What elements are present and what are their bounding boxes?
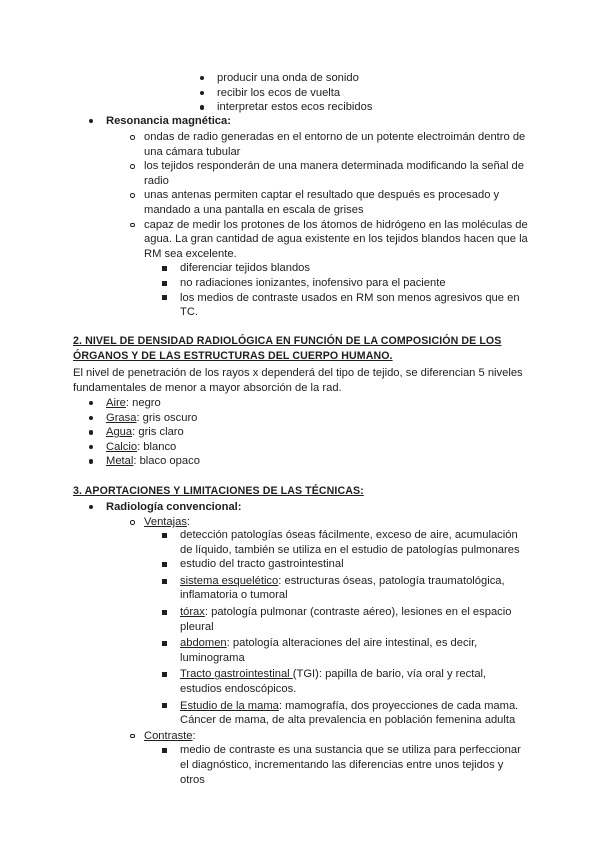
- density-level-term: Metal: [106, 455, 134, 468]
- bullet-square: [162, 533, 167, 538]
- bullet-dot: [89, 459, 93, 463]
- list-item-term: abdomen: [180, 637, 227, 650]
- list-item: [180, 605, 511, 620]
- list-item: medio de contraste es una sustancia que se utiliza para perfeccionar: [180, 744, 521, 757]
- bullet-square: [162, 281, 167, 286]
- list-item-text: estudio del tracto gastrointestinal: [180, 558, 344, 571]
- list-item: los medios de contraste usados en RM son menos agresivos que en: [180, 291, 520, 304]
- bullet-dot: [200, 105, 204, 109]
- list-item-term: tórax: [180, 606, 205, 618]
- bullet-square: [162, 748, 167, 753]
- list-item: otros: [180, 773, 205, 786]
- list-item-term: sistema esquelético: [180, 574, 279, 587]
- section-2-intro: fundamentales de menor a mayor absorción de la rad.: [73, 381, 342, 394]
- list-item-text: : mamografía, dos proyecciones de cada mama.: [278, 699, 519, 712]
- contraste-colon: :: [192, 729, 196, 742]
- list-item-text: Cáncer de mama, de alta prevalencia en población femenina adulta: [180, 714, 516, 727]
- density-level-desc: : gris claro: [132, 426, 184, 439]
- section-2-intro: El nivel de penetración de los rayos x dependerá del tipo de tejido, se diferencian 5 niveles: [73, 367, 523, 379]
- bullet-square: [162, 672, 167, 677]
- list-item-text: (TGI): papilla de bario, vía oral y rectal,: [292, 668, 487, 681]
- bullet-dot: [89, 505, 93, 509]
- list-item-text: detección patologías óseas fácilmente, exceso de aire, acumulación: [180, 529, 518, 541]
- list-item: radio: [144, 174, 169, 187]
- bullet-dot: [89, 430, 93, 434]
- bullet-circle: [130, 734, 135, 739]
- section-2-title: 2. NIVEL DE DENSIDAD RADIOLÓGICA EN FUNCIÓN DE LA COMPOSICIÓN DE LOS: [73, 335, 502, 347]
- density-level-desc: : gris oscuro: [136, 411, 198, 424]
- section-2-title: ÓRGANOS Y DE LAS ESTRUCTURAS DEL CUERPO HUMANO.: [73, 349, 393, 362]
- list-item-text: : estructuras óseas, patología traumatológica,: [278, 574, 505, 587]
- list-item: [180, 682, 296, 697]
- list-item-term: Tracto gastrointestinal: [180, 668, 293, 681]
- bullet-circle: [130, 193, 135, 198]
- list-item: una cámara tubular: [144, 145, 241, 158]
- bullet-dot: [89, 401, 93, 405]
- density-level-item: [106, 454, 200, 469]
- list-item: [180, 636, 477, 651]
- density-level-item: [106, 425, 184, 440]
- density-level-desc: : blanco: [137, 440, 177, 453]
- density-level-term: Calcio: [106, 440, 138, 453]
- bullet-square: [162, 610, 167, 615]
- rm-heading: Resonancia magnética:: [106, 115, 231, 127]
- list-item: no radiaciones ionizantes, inofensivo para el paciente: [180, 277, 446, 289]
- bullet-square: [162, 295, 167, 300]
- bullet-dot: [200, 76, 204, 80]
- list-item: RM sea excelente.: [144, 247, 237, 260]
- list-item: [180, 651, 245, 666]
- radiologia-convencional-heading: Radiología convencional:: [106, 501, 242, 513]
- density-level-item: [106, 411, 197, 426]
- section-3-title: 3. APORTACIONES Y LIMITACIONES DE LAS TÉCNICAS:: [73, 485, 364, 497]
- list-item: mandado a una pantalla en escala de grises: [144, 204, 364, 216]
- ventajas-colon: :: [186, 516, 191, 528]
- list-item-text: de líquido, también se utiliza en el estudio de patologías pulmonares: [180, 543, 520, 556]
- bullet-square: [162, 562, 167, 567]
- bullet-dot: [89, 119, 93, 123]
- list-item: [180, 699, 518, 714]
- density-level-item: [106, 396, 161, 411]
- list-item-text: luminograma: [180, 651, 245, 664]
- list-item: el diagnóstico, incrementando las diferencias entre unos tejidos y: [180, 759, 504, 771]
- list-item: [180, 588, 288, 603]
- list-item: producir una onda de sonido: [217, 72, 359, 84]
- list-item-text: : patología alteraciones del aire intestinal, es decir,: [226, 637, 478, 650]
- bullet-dot: [200, 91, 204, 95]
- bullet-square: [162, 266, 167, 271]
- list-item: [180, 713, 515, 728]
- list-item-text: inflamatoria o tumoral: [180, 589, 288, 602]
- bullet-dot: [89, 445, 93, 449]
- list-item: capaz de medir los protones de los átomos de hidrógeno en las moléculas de: [144, 218, 528, 231]
- density-level-desc: : blaco opaco: [133, 455, 200, 468]
- list-item-text: pleural: [180, 620, 214, 633]
- list-item: diferenciar tejidos blandos: [180, 262, 310, 275]
- bullet-dot: [89, 416, 93, 420]
- bullet-square: [162, 579, 167, 584]
- bullet-circle: [130, 223, 135, 228]
- bullet-circle: [130, 135, 135, 140]
- list-item-text: : patología pulmonar (contraste aéreo), lesiones en el espacio: [204, 606, 512, 618]
- list-item: [180, 620, 214, 635]
- list-item: [180, 667, 486, 682]
- density-level-term: Agua: [106, 426, 133, 439]
- list-item: [180, 557, 344, 572]
- density-level-desc: : negro: [125, 397, 161, 409]
- list-item: TC.: [180, 306, 199, 319]
- density-level-item: [106, 440, 176, 455]
- bullet-square: [162, 703, 167, 708]
- list-item: los tejidos responderán de una manera determinada modificando la señal de: [144, 160, 524, 173]
- list-item: [180, 543, 520, 558]
- list-item-term: Estudio de la mama: [180, 699, 279, 712]
- list-item: ondas de radio generadas en el entorno de un potente electroimán dentro de: [144, 131, 526, 143]
- density-level-term: Grasa: [106, 411, 137, 424]
- ventajas-label: Ventajas: [144, 516, 187, 528]
- list-item: recibir los ecos de vuelta: [217, 86, 341, 99]
- list-item-text: estudios endoscópicos.: [180, 683, 297, 695]
- bullet-square: [162, 641, 167, 646]
- list-item: [180, 528, 518, 543]
- list-item: interpretar estos ecos recibidos: [217, 101, 373, 114]
- contraste-heading: [144, 729, 196, 744]
- contraste-label: Contraste: [144, 729, 193, 742]
- density-level-term: Aire: [106, 397, 126, 409]
- bullet-circle: [130, 520, 135, 525]
- list-item: agua. La gran cantidad de agua existente en los tejidos blandos hacen que la: [144, 233, 528, 246]
- list-item: unas antenas permiten captar el resultado que después es procesado y: [144, 189, 500, 202]
- bullet-circle: [130, 164, 135, 169]
- list-item: [180, 574, 505, 589]
